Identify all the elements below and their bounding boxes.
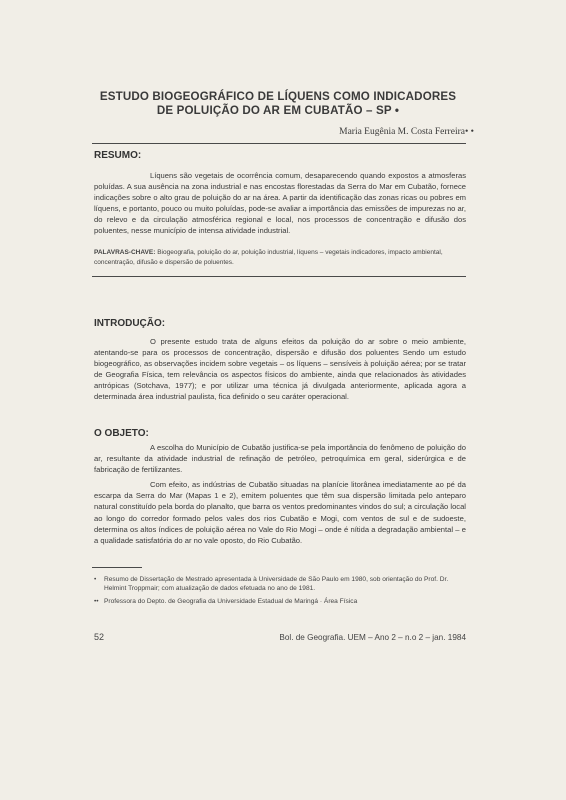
journal-citation: Bol. de Geografia. UEM – Ano 2 – n.o 2 – jan. 1984 (279, 633, 466, 642)
footnote-1-mark: • (94, 576, 97, 583)
objeto-heading: O OBJETO: (94, 428, 149, 439)
footnote-rule (92, 567, 142, 568)
introducao-heading: INTRODUÇÃO: (94, 318, 166, 329)
introducao-text (94, 336, 466, 403)
footnote-1 (94, 575, 466, 594)
keywords-text: Biogeografia, poluição do ar, poluição industrial, líquens – vegetais indicadores, impacto ambiental, concentração, difusão e dispersão de poluentes. (94, 249, 443, 266)
introducao-paragraph: O presente estudo trata de alguns efeitos da poluição do ar sobre o meio ambiente, atentando-se para os processos de concentração, dispersão e difusão dos poluentes Sendo um estudo biogeográfico, as observações incidem sobre vegetais – os líquens – sensíveis à poluição aérea; por se tratar de Geografia Física, tem relevância os aspectos físicos do ambiente, ainda que relacionados às atividades antrópicas (Sotchava, 1977); e por utilizar uma técnica já divulgada anteriormente, aplicada agora a determinada área industrial paulista, fica definido o seu caráter operacional. (94, 337, 466, 402)
author-name: Maria Eugênia M. Costa Ferreira• • (339, 127, 474, 137)
divider-top (92, 143, 466, 144)
resumo-paragraph: Líquens são vegetais de ocorrência comum, desaparecendo quando expostos a atmosferas poluídas. A sua ausência na zona industrial e nas encostas florestadas da Serra do Mar em Cubatão, fornece indicações sobre o alto grau de poluição do ar na área. A partir da identificação das zonas ricas ou pobres em líquens, e portanto, pouco ou muito poluídas, pode-se avaliar a importância das emissões de impurezas no ar, do relevo e da circulação atmosférica regional e local, nos processos de concentração e difusão dos poluentes, nesse município de intensa atividade industrial. (94, 171, 466, 236)
objeto-paragraph-1: A escolha do Município de Cubatão justifica-se pela importância do fenômeno de poluição do ar, resultante da atividade industrial de refinação de petróleo, petroquímica em geral, siderúrgica e de fabricação de fertilizantes. (94, 443, 466, 475)
keywords-label: PALAVRAS-CHAVE: (94, 249, 156, 256)
keywords (94, 248, 466, 267)
footnotes (94, 575, 466, 609)
article-title (88, 90, 468, 118)
title-line-1: ESTUDO BIOGEOGRÁFICO DE LÍQUENS COMO INDICADORES (99, 90, 457, 103)
footnote-2-mark: •• (94, 597, 99, 605)
footnote-1-text: Resumo de Dissertação de Mestrado apresentada à Universidade de São Paulo em 1980, sob orientação do Prof. Dr. Helmint Troppmair; com atualização de dados efetuada no ano de 1981. (104, 576, 449, 593)
objeto-text (94, 442, 466, 546)
objeto-paragraph-2: Com efeito, as indústrias de Cubatão situadas na planície litorânea imediatamente ao pé da escarpa da Serra do Mar (Mapas 1 e 2), emitem poluentes que têm sua dispersão limitada pelo anteparo natural constituído pela borda do planalto, que barra os ventos predominantes vindos do sul; a circulação local ao longo do corredor formado pelos vales dos rios Cubatão e Mogi, com ventos de sul e de sudoeste, determina os altos índices de poluição aérea no Vale do Rio Mogi – onde é nítida a degradação ambiental – e a qualidade satisfatória do ar no vale oposto, do Rio Cubatão. (94, 480, 466, 545)
divider-middle (92, 276, 466, 277)
page-footer (94, 632, 466, 646)
page-number: 52 (94, 632, 105, 642)
resumo-text (94, 170, 466, 237)
footnote-2 (94, 597, 466, 606)
title-line-2: DE POLUIÇÃO DO AR EM CUBATÃO – SP • (156, 104, 400, 117)
resumo-heading: RESUMO: (94, 150, 142, 161)
footnote-2-text: Professora do Depto. de Geografia da Universidade Estadual de Maringá · Área Física (104, 597, 358, 605)
